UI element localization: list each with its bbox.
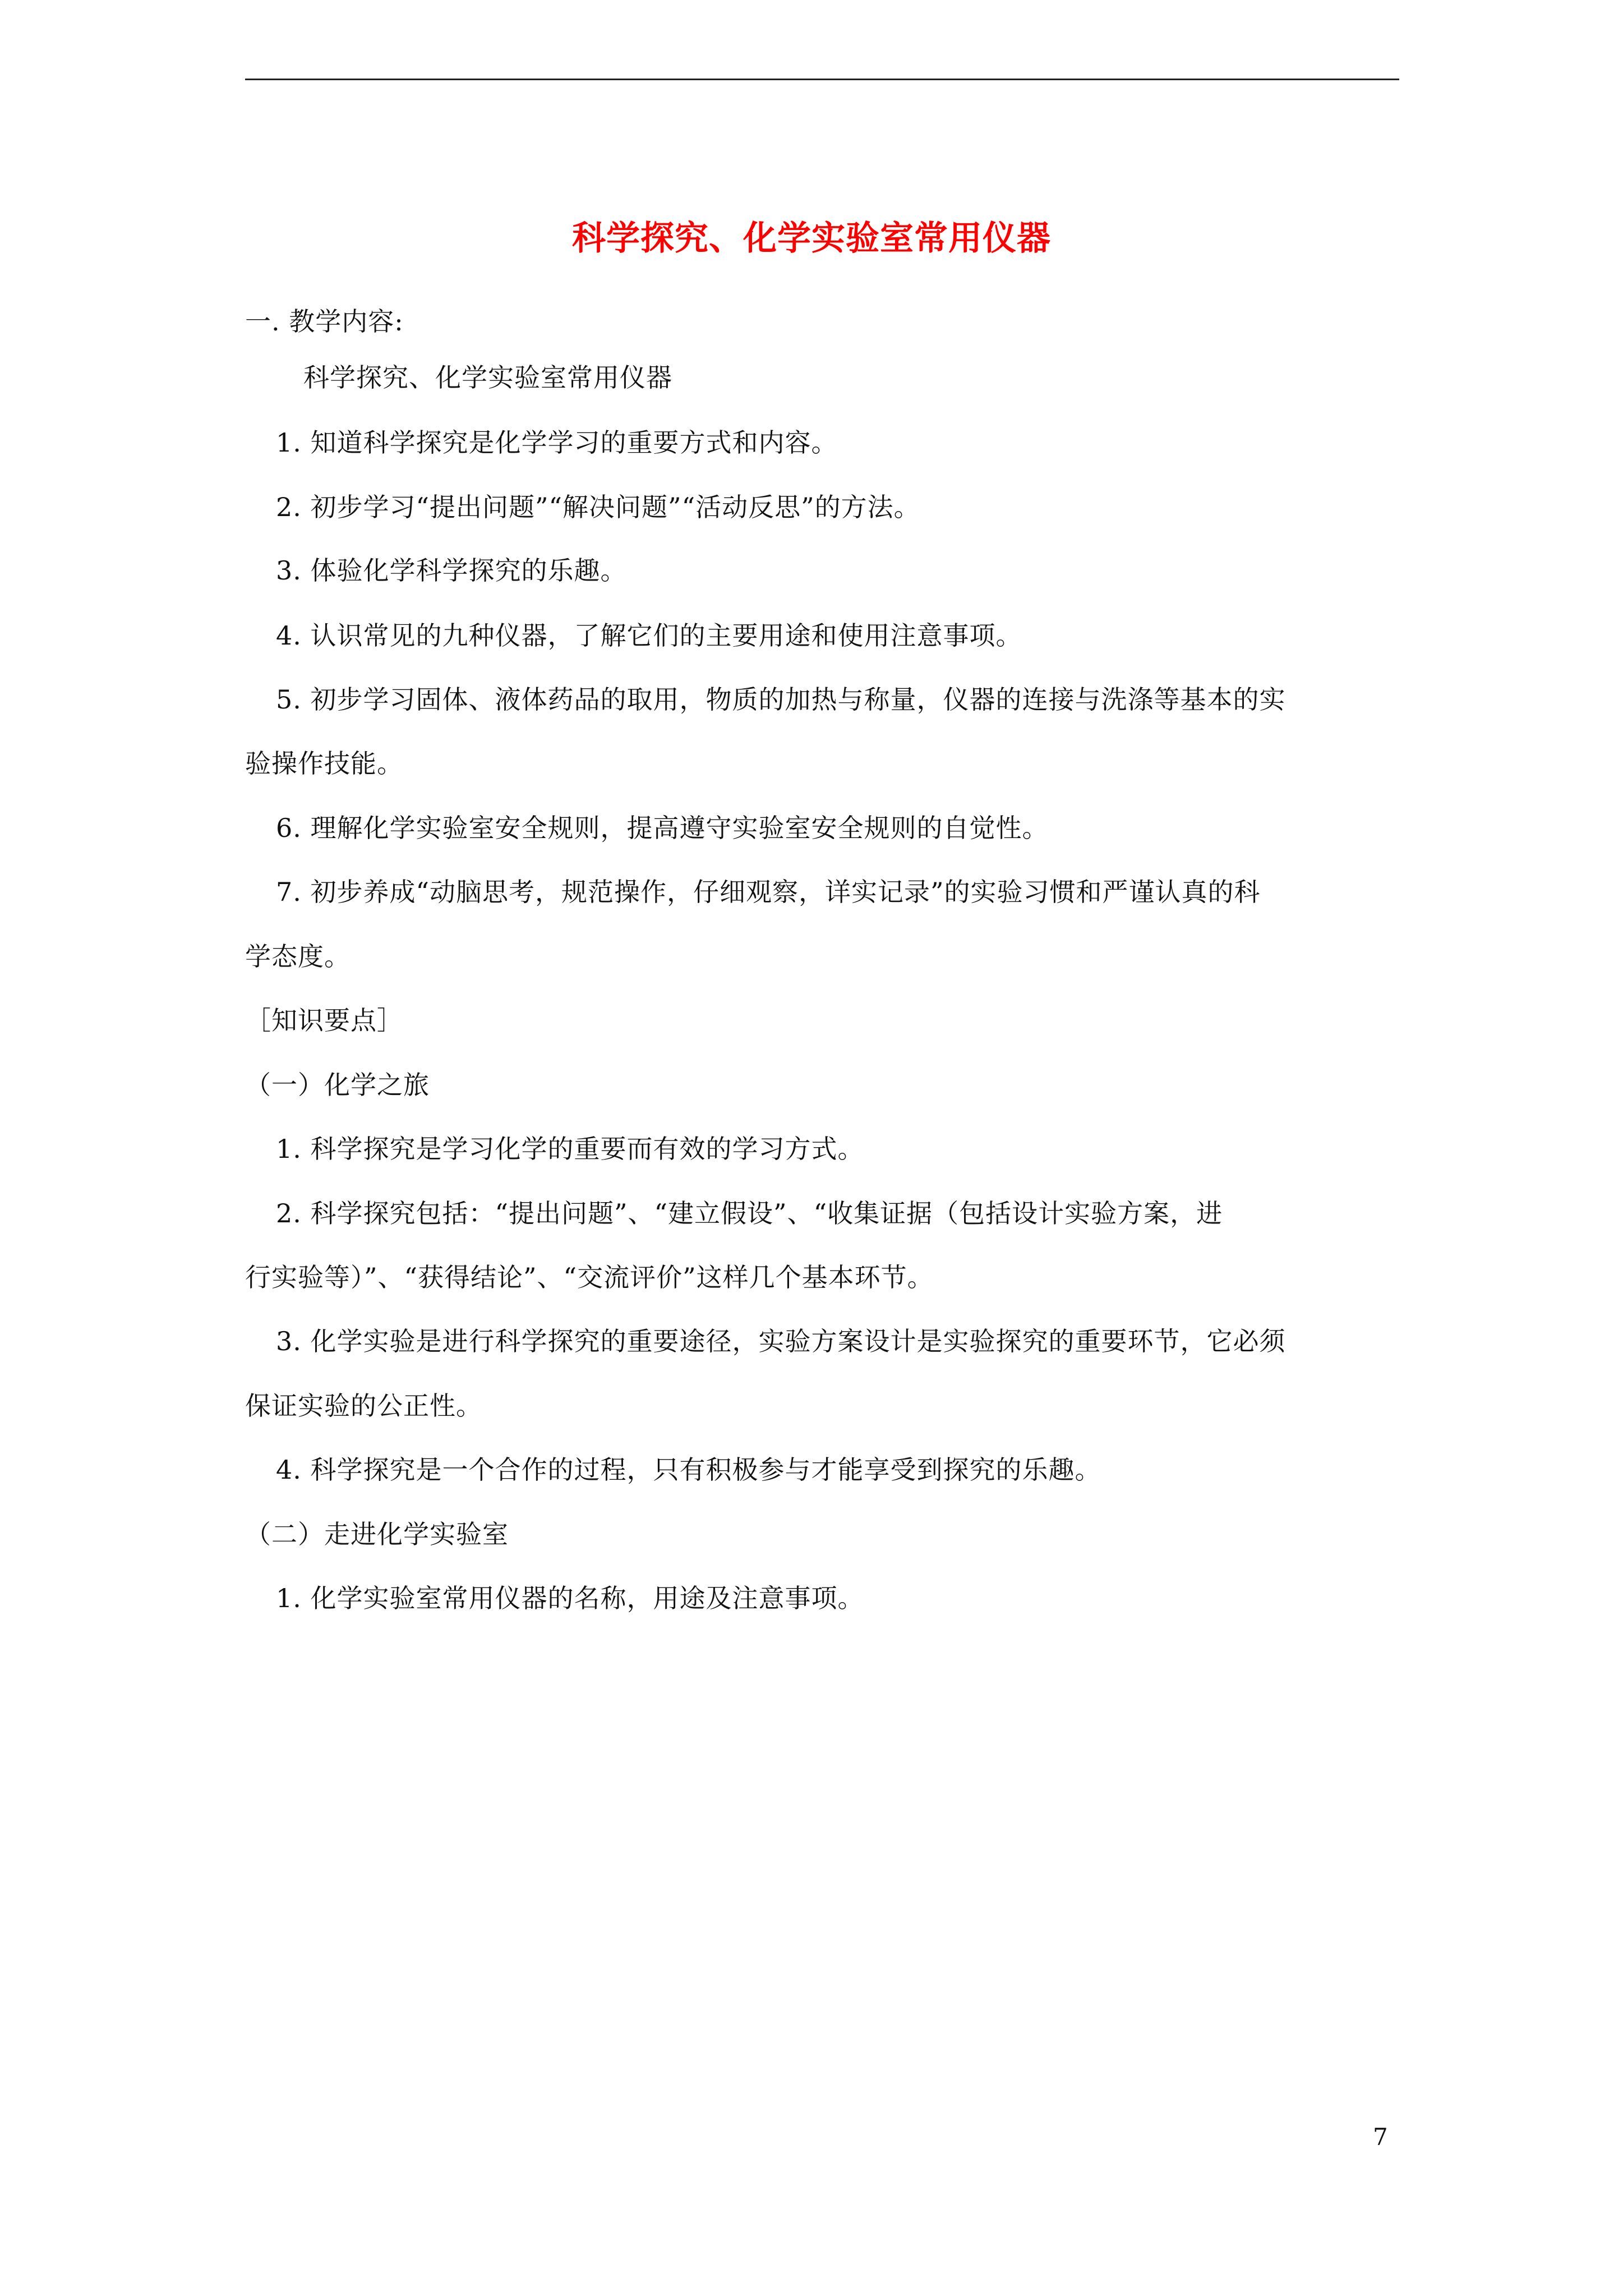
section-heading: 一. 教学内容: (245, 306, 404, 337)
part2-item-1: 1. 化学实验室常用仪器的名称，用途及注意事项。 (276, 1583, 864, 1613)
part1-item-3: 3. 化学实验是进行科学探究的重要途径，实验方案设计是实验探究的重要环节，它必须 (276, 1326, 1286, 1356)
document-title: 科学探究、化学实验室常用仪器 (572, 219, 1051, 258)
objective-6: 6. 理解化学实验室安全规则，提高遵守实验室安全规则的自觉性。 (276, 813, 1049, 843)
part2-heading: （二）走进化学实验室 (245, 1519, 509, 1549)
part1-item-4: 4. 科学探究是一个合作的过程，只有积极参与才能享受到探究的乐趣。 (276, 1455, 1101, 1485)
part1-item-2: 2. 科学探究包括：“提出问题”、“建立假设”、“收集证据（包括设计实验方案，进 (276, 1198, 1223, 1228)
objective-7: 7. 初步养成“动脑思考，规范操作，仔细观察，详实记录”的实验习惯和严谨认真的科 (276, 877, 1261, 907)
header-rule (245, 79, 1399, 80)
objective-4: 4. 认识常见的九种仪器，了解它们的主要用途和使用注意事项。 (276, 620, 1022, 651)
objective-2: 2. 初步学习“提出问题”“解决问题”“活动反思”的方法。 (276, 492, 920, 522)
part1-item-1: 1. 科学探究是学习化学的重要而有效的学习方式。 (276, 1134, 864, 1164)
objective-5-continued: 验操作技能。 (245, 748, 403, 779)
objective-7-continued: 学态度。 (245, 941, 351, 972)
part1-item-3-continued: 保证实验的公正性。 (245, 1391, 482, 1421)
objective-5: 5. 初步学习固体、液体药品的取用，物质的加热与称量，仪器的连接与洗涤等基本的实 (276, 684, 1286, 715)
part1-heading: （一）化学之旅 (245, 1070, 430, 1100)
part1-item-2-continued: 行实验等）”、“获得结论”、“交流评价”这样几个基本环节。 (245, 1262, 934, 1292)
objective-3: 3. 体验化学科学探究的乐趣。 (276, 555, 627, 586)
objective-1: 1. 知道科学探究是化学学习的重要方式和内容。 (276, 427, 838, 458)
section-subtitle: 科学探究、化学实验室常用仪器 (303, 362, 672, 393)
key-points-label: ［知识要点］ (245, 1005, 403, 1036)
page-number: 7 (1373, 2123, 1388, 2151)
